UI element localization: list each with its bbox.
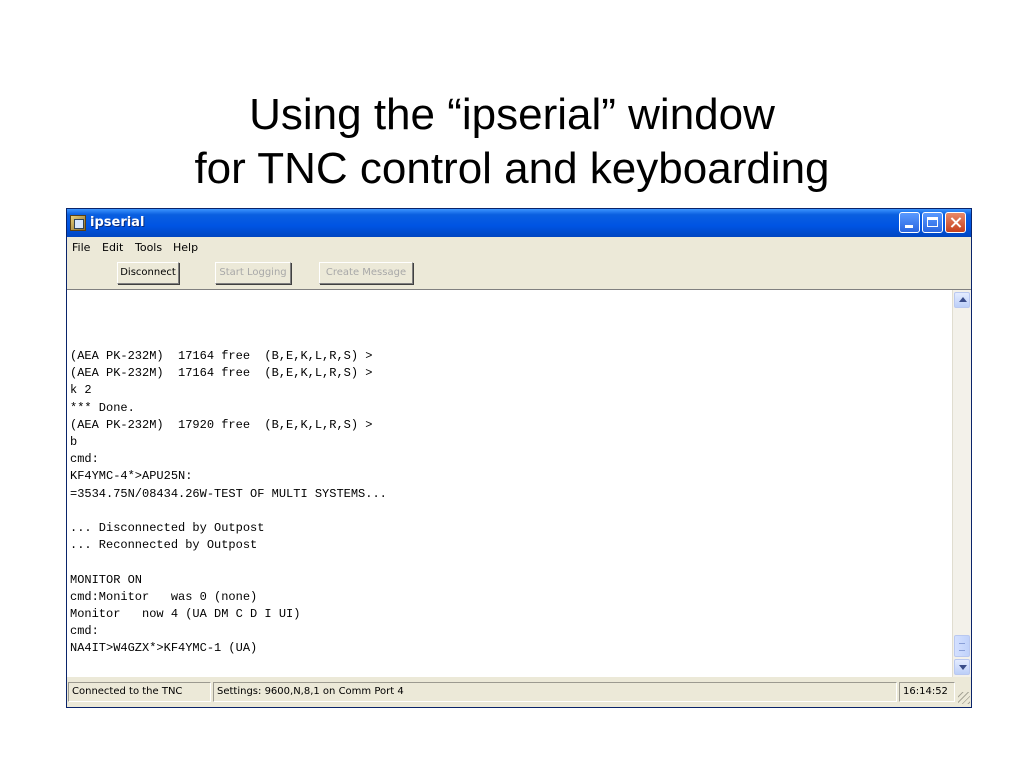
create-message-button[interactable]: Create Message <box>319 262 413 284</box>
vertical-scrollbar[interactable] <box>952 290 971 677</box>
menu-bar <box>67 237 971 257</box>
menu-help[interactable]: Help <box>173 241 199 254</box>
resize-grip-icon[interactable] <box>958 692 970 704</box>
close-button[interactable] <box>945 212 966 233</box>
minimize-icon <box>905 225 913 228</box>
menu-file[interactable]: File <box>72 241 91 254</box>
slide-title-line-1: Using the “ipserial” window <box>249 90 775 139</box>
slide-title <box>0 88 1024 196</box>
scroll-thumb[interactable] <box>954 635 970 657</box>
toolbar <box>67 259 971 287</box>
app-icon[interactable] <box>70 215 86 231</box>
ipserial-window <box>66 208 972 708</box>
menu-edit[interactable]: Edit <box>102 241 124 254</box>
maximize-button[interactable] <box>922 212 943 233</box>
maximize-icon <box>927 217 938 227</box>
minimize-button[interactable] <box>899 212 920 233</box>
menu-tools[interactable]: Tools <box>135 241 163 254</box>
status-bar <box>67 679 971 705</box>
slide-title-line-2: for TNC control and keyboarding <box>194 144 830 193</box>
title-bar[interactable] <box>67 209 971 237</box>
start-logging-button[interactable]: Start Logging <box>215 262 291 284</box>
scroll-down-icon[interactable] <box>954 659 970 675</box>
disconnect-button[interactable]: Disconnect <box>117 262 179 284</box>
terminal-text: (AEA PK-232M) 17164 free (B,E,K,L,R,S) > (AEA PK-232M) 17164 free (B,E,K,L,R,S) > k 2 *** Done. (AEA PK-232M) 17920 free (B,E,K,L,R,S) > b cmd: KF4YMC-4*>APU25N: =3534.75N/08434.26W-TEST OF MULTI SYSTEMS... ... Disconnected by Outpost ... Reconnected by Outpost MONITOR ON cmd:Monitor was 0 (none) Monitor now 4 (UA DM C D I UI) cmd: NA4IT>W4GZX*>KF4YMC-1 (UA) <box>70 349 387 656</box>
window-title: ipserial <box>90 215 145 230</box>
status-settings: Settings: 9600,N,8,1 on Comm Port 4 <box>213 682 897 702</box>
terminal-output[interactable] <box>67 289 971 677</box>
status-time: 16:14:52 <box>899 682 955 702</box>
status-connection: Connected to the TNC <box>68 682 211 702</box>
scroll-up-icon[interactable] <box>954 292 970 308</box>
